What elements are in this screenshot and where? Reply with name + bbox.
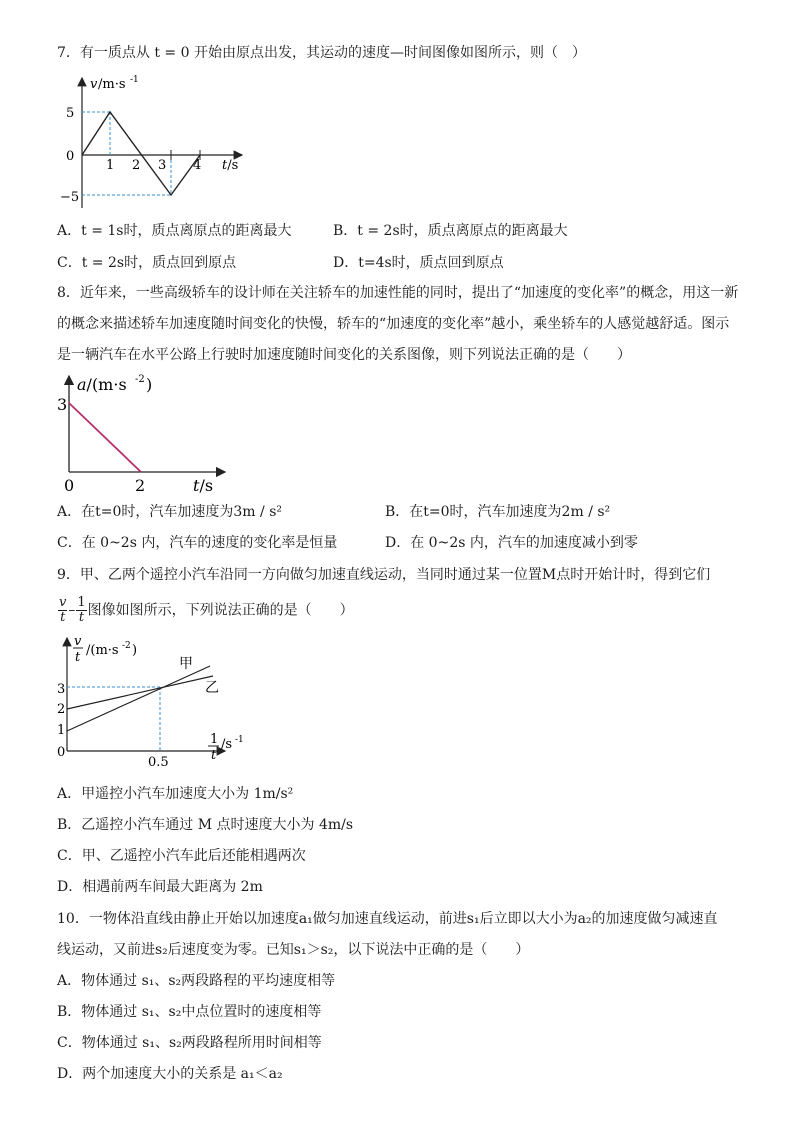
q10-option-c[interactable]: C．物体通过 s₁、s₂两段路程所用时间相等 <box>57 1035 322 1051</box>
svg-text:1: 1 <box>210 732 219 747</box>
q7-tick-x2: 2 <box>132 158 141 173</box>
q10-stem-line1: 10．一物体沿直线由静止开始以加速度a₁做匀加速直线运动，前进s₁后立即以大小为a₂的加速度做匀减速直 <box>57 911 718 927</box>
q8-y-label: a/(m·s <box>77 375 127 394</box>
q10-option-b[interactable]: B．物体通过 s₁、s₂中点位置时的速度相等 <box>57 1004 322 1020</box>
q9-option-d[interactable]: D．相遇前两车间最大距离为 2m <box>57 879 263 895</box>
q8-tick-x0: 0 <box>64 476 75 495</box>
q7-series-line <box>82 112 200 195</box>
q7-stem: 7．有一质点从 t = 0 开始由原点出发，其运动的速度—时间图像如图所示，则（ ） <box>57 45 586 61</box>
q9-frac-1-over-t: $\frac{1}{t}$ <box>77 595 86 625</box>
svg-text:-1: -1 <box>130 75 139 85</box>
q7-tick-yn5: −5 <box>60 190 80 205</box>
svg-text:t: t <box>75 650 81 665</box>
q8-at-chart <box>55 368 230 498</box>
svg-text:-2: -2 <box>122 641 131 651</box>
q9-option-a[interactable]: A．甲遥控小汽车加速度大小为 1m/s² <box>57 786 294 802</box>
svg-text:-2: -2 <box>135 374 145 385</box>
q9-stem-line2: $\frac{v}{t}$ – $\frac{1}{t}$ 图像如图所示，下列说法正确的是（ ） <box>59 595 354 625</box>
q9-tick-y2: 2 <box>57 702 66 717</box>
svg-text:v: v <box>74 634 82 649</box>
q7-tick-x4: 4 <box>193 158 202 173</box>
q8-stem-line3: 是一辆汽车在水平公路上行驶时加速度随时间变化的关系图像，则下列说法正确的是（ ） <box>57 347 631 363</box>
svg-text:): ) <box>132 643 138 658</box>
svg-text:/m·s: /m·s <box>98 77 126 92</box>
svg-text:t: t <box>211 748 217 763</box>
q8-x-label: t/s <box>193 476 214 495</box>
q7-option-d[interactable]: D．t=4s时，质点回到原点 <box>333 255 504 271</box>
q7-tick-x1: 1 <box>106 158 115 173</box>
q7-option-c[interactable]: C．t = 2s时，质点回到原点 <box>57 255 237 271</box>
q10-option-a[interactable]: A．物体通过 s₁、s₂两段路程的平均速度相等 <box>57 973 336 989</box>
q9-x-label: /s <box>221 737 233 752</box>
q7-option-b[interactable]: B．t = 2s时，质点离原点的距离最大 <box>333 223 568 239</box>
q9-chart <box>55 632 255 772</box>
q8-stem-line2: 的概念来描述轿车加速度随时间变化的快慢，轿车的“加速度的变化率”越小，乘坐轿车的人感觉越舒适。图示 <box>57 316 730 332</box>
q10-option-d[interactable]: D．两个加速度大小的关系是 a₁＜a₂ <box>57 1066 283 1082</box>
q8-tick-y3: 3 <box>57 395 68 414</box>
q8-option-b[interactable]: B．在t=0时，汽车加速度为2m / s² <box>385 504 611 520</box>
q9-legend-jia: 甲 <box>179 656 193 672</box>
q8-option-c[interactable]: C．在 0~2s 内，汽车的速度的变化率是恒量 <box>57 535 338 551</box>
q9-tick-y3: 3 <box>57 682 66 697</box>
q9-tick-y0: 0 <box>57 745 66 760</box>
q8-series-line <box>69 403 141 472</box>
q10-stem-line2: 线运动，又前进s₂后速度变为零。已知s₁＞s₂，以下说法中正确的是（ ） <box>57 942 530 958</box>
q7-vt-chart <box>60 68 250 213</box>
q9-y-label: /(m·s <box>86 643 119 658</box>
q7-x-label: t/s <box>222 158 239 173</box>
q7-tick-x3: 3 <box>158 158 167 173</box>
q9-legend-yi: 乙 <box>205 680 219 696</box>
q9-stem-line1: 9．甲、乙两个遥控小汽车沿同一方向做匀加速直线运动，当同时通过某一位置M点时开始计时，得到它们 <box>57 567 711 583</box>
q8-tick-x2: 2 <box>135 476 146 495</box>
q8-option-d[interactable]: D．在 0~2s 内，汽车的加速度减小到零 <box>385 535 638 551</box>
q8-option-a[interactable]: A．在t=0时，汽车加速度为3m / s² <box>57 504 282 520</box>
q7-tick-y0: 0 <box>66 149 75 164</box>
q7-option-a[interactable]: A．t = 1s时，质点离原点的距离最大 <box>57 223 292 239</box>
q9-tick-y1: 1 <box>57 723 66 738</box>
q9-series-yi <box>67 676 213 709</box>
q7-tick-y5: 5 <box>66 106 75 121</box>
svg-text:): ) <box>146 375 153 394</box>
svg-text:-1: -1 <box>235 735 244 745</box>
q9-option-c[interactable]: C．甲、乙遥控小汽车此后还能相遇两次 <box>57 848 306 864</box>
q8-stem-line1: 8．近年来，一些高级轿车的设计师在关注轿车的加速性能的同时，提出了“加速度的变化率”的概念，用这一新 <box>57 285 739 301</box>
q9-frac-v-over-t: $\frac{v}{t}$ <box>59 595 67 625</box>
q7-y-label: v <box>90 77 98 92</box>
q9-tick-x05: 0.5 <box>148 755 169 770</box>
q9-series-jia <box>67 666 210 731</box>
q9-option-b[interactable]: B．乙遥控小汽车通过 M 点时速度大小为 4m/s <box>57 817 354 833</box>
